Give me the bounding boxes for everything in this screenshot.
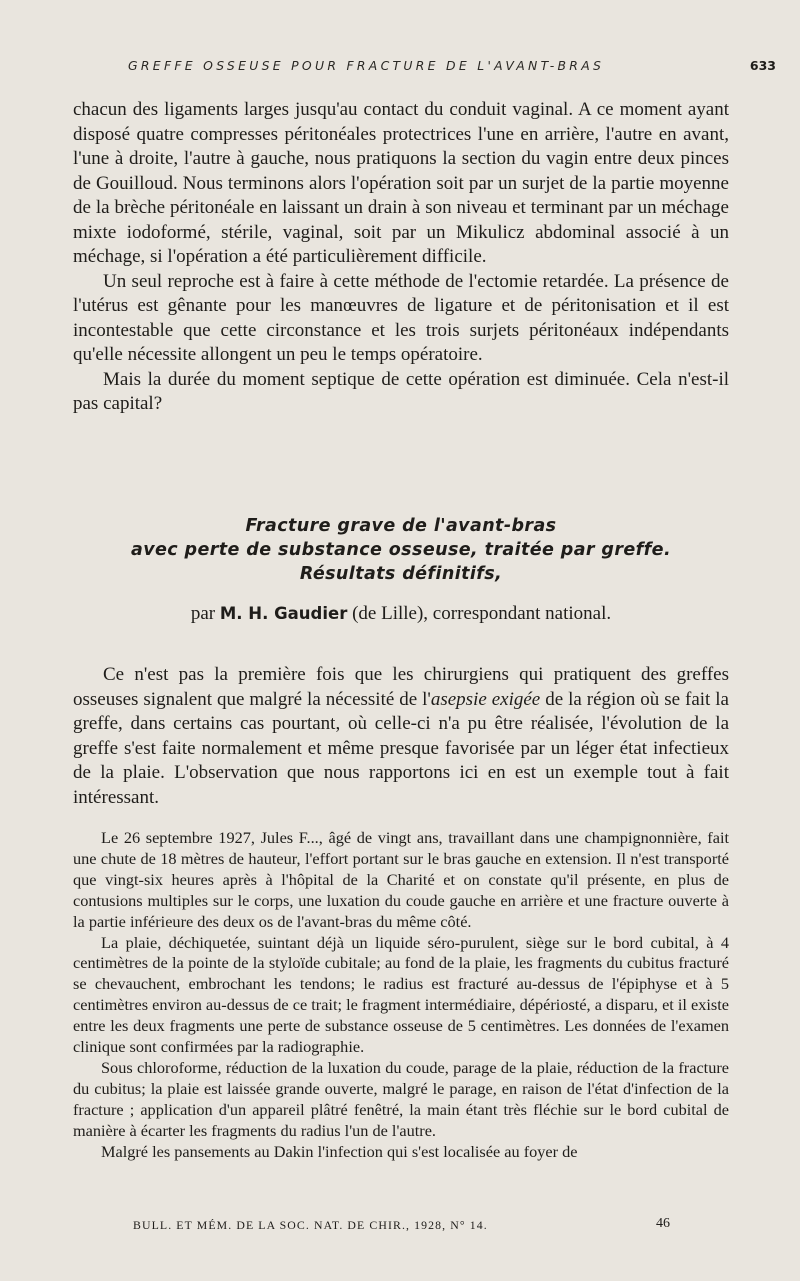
article-title — [73, 514, 729, 586]
intro-text-part: de la région où se fait la greffe, dans certains cas pourtant, où celle-ci n'a pu être réalisée, l'évolution de la greffe s'est faite normalement et même presque favorisée par un léger état infectieux de la plaie. L'observation que nous rapportons ici en est un exemple tout à fait intéressant. — [73, 688, 729, 808]
signature-mark: 46 — [656, 1216, 670, 1231]
running-title: GREFFE OSSEUSE POUR FRACTURE DE L'AVANT-BRAS — [128, 58, 605, 73]
intro-paragraph — [73, 663, 729, 810]
observation-paragraph: Le 26 septembre 1927, Jules F..., âgé de vingt ans, travaillant dans une champignonnière, fait une chute de 18 mètres de hauteur, l'effort portant sur le bras gauche en extension. Il n'est transporté que vingt-six heures après à l'hôpital de la Charité et on constate qu'il présente, en plus de contusions multiples sur le corps, une luxation du coude gauche en arrière et une fracture ouverte à la partie inférieure des deux os de l'avant-bras du même côté. — [73, 828, 729, 931]
author-name: M. H. Gaudier — [219, 604, 348, 623]
paragraph: chacun des ligaments larges jusqu'au contact du conduit vaginal. A ce moment ayant disposé quatre compresses péritonéales protectrices l'une en arrière, l'autre en avant, l'une à droite, l'autre à gauche, nous pratiquons la section du vagin entre deux pinces de Gouilloud. Nous terminons alors l'opération soit par un surjet de la partie moyenne de la brèche péritonéale en laissant un drain à son niveau et terminant par un méchage mixte iodoformé, stérile, vaginal, soit par un Mikulicz abdominal associé à un méchage, si l'opération a été particulièrement difficile. — [73, 99, 729, 267]
intro-text-part: Ce n'est pas la première fois que les chirurgiens qui pratiquent des greffes osseuses signalent que malgré la nécessité de l' — [73, 664, 729, 710]
journal-reference: BULL. ET MÉM. DE LA SOC. NAT. DE CHIR., 1928, N° 14. — [133, 1218, 488, 1232]
intro-emphasis: asepsie exigée — [430, 688, 541, 710]
continued-text — [73, 98, 729, 417]
paragraph: Un seul reproche est à faire à cette méthode de l'ectomie retardée. La présence de l'utérus est gênante pour les manœuvres de ligature et de péritonisation et il est incontestable que cette circonstance et les trois surjets péritonéaux indépendants qu'elle nécessite allongent un peu le temps opératoire. — [73, 270, 729, 365]
title-line: Fracture grave de l'avant-bras — [245, 516, 557, 536]
byline-prefix: par — [190, 603, 216, 624]
title-line: Résultats définitifs, — [299, 564, 503, 584]
observation-paragraph: Malgré les pansements au Dakin l'infection qui s'est localisée au foyer de — [101, 1141, 578, 1161]
page-number: 633 — [749, 58, 776, 73]
intro-text — [73, 663, 729, 810]
running-head — [0, 58, 800, 78]
case-observation — [73, 828, 729, 1163]
byline-suffix: (de Lille), correspondant national. — [352, 603, 612, 624]
observation-paragraph: La plaie, déchiquetée, suintant déjà un liquide séro-purulent, siège sur le bord cubital, à 4 centimètres de la pointe de la styloïde cubitale; au fond de la plaie, les fragments du cubitus fracturé se chevauchent, embrochant les tendons; le radius est fracturé au-dessus de l'épiphyse et à 5 centimètres environ au-dessus de ce trait; le fragment intermédiaire, dépériosté, a disparu, et il existe entre les deux fragments une perte de substance osseuse de 5 centimètres. Les données de l'examen clinique sont confirmées par la radiographie. — [73, 932, 729, 1057]
page-footer — [0, 1218, 800, 1236]
paragraph: Mais la durée du moment septique de cette opération est diminuée. Cela n'est-il pas capital? — [73, 368, 729, 414]
title-line: avec perte de substance osseuse, traitée par greffe. — [130, 540, 671, 560]
byline — [73, 603, 729, 625]
observation-paragraph: Sous chloroforme, réduction de la luxation du coude, parage de la plaie, réduction de la fracture du cubitus; la plaie est laissée grande ouverte, malgré le parage, en raison de l'état d'infection de la fracture ; application d'un appareil plâtré fenêtré, la main étant très fléchie sur le bord cubital de manière à écarter les fragments du radius l'un de l'autre. — [73, 1057, 729, 1140]
